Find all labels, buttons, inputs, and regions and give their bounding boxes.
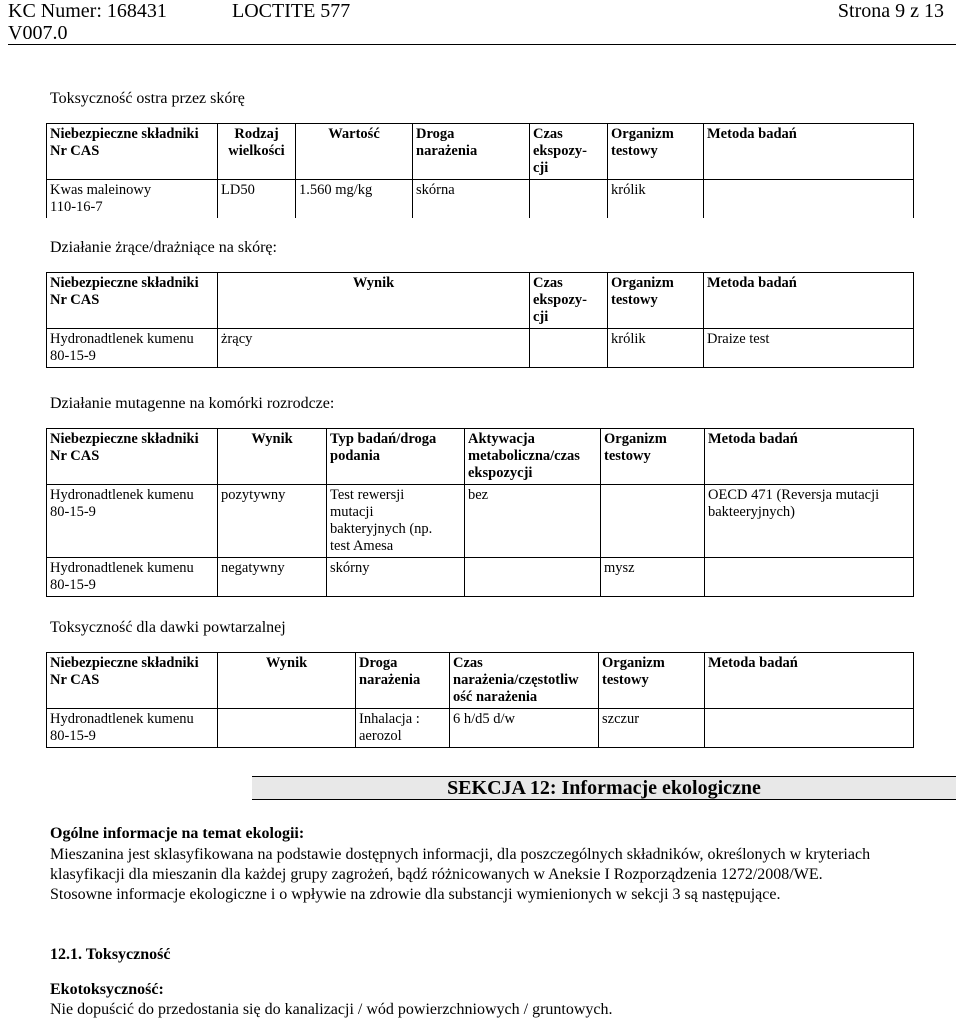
col-header-exposure: Czas [533, 275, 563, 291]
col-header-substance: Niebezpieczne składniki [50, 431, 199, 447]
cell-route: Inhalacja : [359, 711, 420, 727]
col-header-exposure: Czas [533, 126, 563, 142]
col-header-substance: Niebezpieczne składniki [50, 126, 199, 142]
table-header-row [47, 273, 914, 329]
col-header-cas: Nr CAS [50, 448, 100, 464]
cell-substance: Hydronadtlenek kumenu [50, 560, 194, 576]
col-header-cas: Nr CAS [50, 672, 100, 688]
cell-organism: mysz [604, 560, 635, 576]
cell-substance: Kwas maleinowy [50, 182, 152, 198]
ecology-text-line-1: Mieszanina jest sklasyfikowana na podstawie dostępnych informacji, dla poszczególnych składników, określonych w kryteriach [50, 846, 871, 863]
table-row [47, 329, 914, 368]
col-header-organism: Organizm [604, 431, 667, 447]
table-row [47, 709, 914, 748]
col-header-exposure-2: ekspozy- [533, 292, 587, 308]
col-header-test-type: Typ badań/droga [330, 431, 437, 447]
col-header-method: Metoda badań [707, 126, 797, 142]
col-header-organism-2: testowy [611, 292, 658, 308]
col-header-organism-2: testowy [602, 672, 649, 688]
table-header-row [47, 429, 914, 485]
cell-substance: Hydronadtlenek kumenu [50, 487, 194, 503]
cell-type: LD50 [221, 182, 255, 198]
col-header-value: Wartość [328, 126, 380, 142]
cell-organism: szczur [602, 711, 640, 727]
col-header-exposure-time-2: narażenia/częstotliw [453, 672, 579, 688]
col-header-method: Metoda badań [708, 655, 798, 671]
col-header-exposure-time-3: ość narażenia [453, 689, 538, 705]
col-header-activation: Aktywacja [468, 431, 535, 447]
cell-test-type-2: mutacji [330, 504, 374, 520]
cell-organism: królik [611, 182, 646, 198]
col-header-organism-2: testowy [611, 143, 658, 159]
header-product-name: LOCTITE 577 [232, 0, 351, 22]
col-header-result: Wynik [352, 275, 395, 291]
col-header-organism-2: testowy [604, 448, 651, 464]
header-divider [8, 44, 956, 45]
table-row [47, 485, 914, 558]
ecotoxicity-title: Ekotoksyczność: [50, 981, 164, 998]
table-row [47, 558, 914, 597]
cell-cas: 80-15-9 [50, 348, 96, 364]
section-title-repeated-dose: Toksyczność dla dawki powtarzalnej [50, 619, 286, 636]
col-header-test-type-2: podania [330, 448, 380, 464]
cell-organism: królik [611, 331, 646, 347]
cell-substance: Hydronadtlenek kumenu [50, 331, 194, 347]
acute-dermal-table [46, 123, 914, 218]
cell-result: pozytywny [221, 487, 286, 503]
cell-cas: 80-15-9 [50, 577, 96, 593]
col-header-exposure-3: cji [533, 309, 549, 325]
cell-method: Draize test [707, 331, 770, 347]
col-header-substance: Niebezpieczne składniki [50, 275, 199, 291]
col-header-exposure-3: cji [533, 160, 549, 176]
col-header-exposure-2: ekspozy- [533, 143, 587, 159]
header-version: V007.0 [8, 22, 68, 44]
cell-result: negatywny [221, 560, 285, 576]
header-kc-number: KC Numer: 168431 [8, 0, 167, 22]
col-header-organism: Organizm [602, 655, 665, 671]
col-header-route-2: narażenia [416, 143, 478, 159]
cell-value: 1.560 mg/kg [299, 182, 373, 198]
cell-route: skórna [416, 182, 455, 198]
col-header-result: Wynik [251, 431, 293, 447]
col-header-type-2: wielkości [228, 143, 285, 159]
cell-activation: bez [468, 487, 489, 503]
col-header-type: Rodzaj [234, 126, 279, 142]
col-header-method: Metoda badań [707, 275, 797, 291]
cell-route-2: aerozol [359, 728, 402, 744]
ecology-text-line-3: Stosowne informacje ekologiczne i o wpływie na zdrowie dla substancji wymienionych w sekcji 3 są następujące. [50, 886, 781, 903]
ecotoxicity-text: Nie dopuścić do przedostania się do kanalizacji / wód powierzchniowych / gruntowych. [50, 1001, 613, 1018]
cell-test-type: skórny [330, 560, 370, 576]
repeated-dose-table [46, 652, 914, 748]
col-header-activation-3: ekspozycji [468, 465, 533, 481]
cell-test-type-4: test Amesa [330, 538, 394, 554]
col-header-cas: Nr CAS [50, 143, 100, 159]
cell-test-type-3: bakteryjnych (np. [330, 521, 433, 537]
mutagenicity-table [46, 428, 914, 597]
col-header-method: Metoda badań [708, 431, 798, 447]
cell-substance: Hydronadtlenek kumenu [50, 711, 194, 727]
section-title-acute-dermal: Toksyczność ostra przez skórę [50, 90, 245, 107]
col-header-organism: Organizm [611, 126, 674, 142]
ecology-text-line-2: klasyfikacji dla mieszanin dla każdej grupy zagrożeń, bądź różnicowanych w Aneksie I Rozporządzenia 1272/2008/WE. [50, 866, 823, 883]
col-header-route-2: narażenia [359, 672, 421, 688]
table-header-row [47, 653, 914, 709]
col-header-activation-2: metaboliczna/czas [468, 448, 580, 464]
cell-method-2: bakteeryjnych) [708, 504, 795, 520]
col-header-route: Droga [416, 126, 455, 142]
cell-method: OECD 471 (Reversja mutacji [708, 487, 880, 503]
section-title-germ-cell-mutagenicity: Działanie mutagenne na komórki rozrodcze: [50, 395, 335, 412]
cell-result: żrący [221, 331, 253, 347]
col-header-result: Wynik [265, 655, 308, 671]
cell-cas: 80-15-9 [50, 728, 96, 744]
subsection-toxicity-title: 12.1. Toksyczność [50, 946, 171, 963]
cell-cas: 80-15-9 [50, 504, 96, 520]
col-header-cas: Nr CAS [50, 292, 100, 308]
cell-exposure-time: 6 h/d5 d/w [453, 711, 516, 727]
cell-cas: 110-16-7 [50, 199, 103, 215]
section-title-skin-corrosion: Działanie żrące/drażniące na skórę: [50, 239, 277, 256]
col-header-exposure-time: Czas [453, 655, 483, 671]
section-12-banner: SEKCJA 12: Informacje ekologiczne [252, 776, 956, 800]
skin-corrosion-table [46, 272, 914, 368]
header-page-number: Strona 9 z 13 [837, 0, 944, 22]
col-header-substance: Niebezpieczne składniki [50, 655, 199, 671]
ecology-general-title: Ogólne informacje na temat ekologii: [50, 825, 305, 842]
table-row [47, 180, 914, 219]
cell-test-type: Test rewersji [330, 487, 405, 503]
col-header-route: Droga [359, 655, 398, 671]
col-header-organism: Organizm [611, 275, 674, 291]
table-header-row [47, 124, 914, 180]
